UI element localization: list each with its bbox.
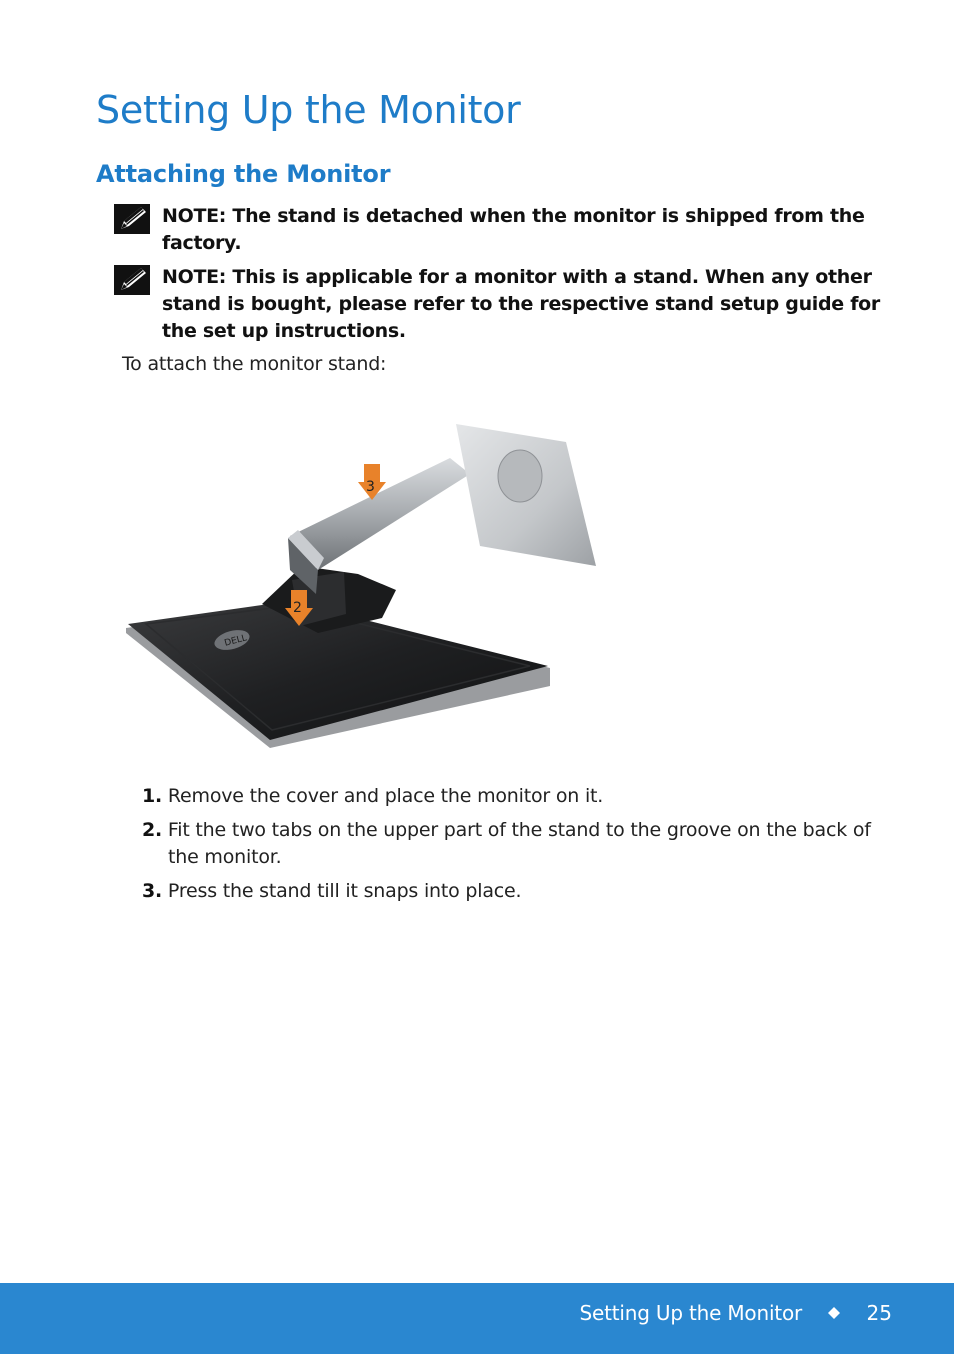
note-1 xyxy=(114,203,894,257)
step-text: Remove the cover and place the monitor on it. xyxy=(167,785,604,807)
step-text: Press the stand till it snaps into place. xyxy=(167,880,522,902)
diamond-icon xyxy=(828,1307,840,1319)
steps-list xyxy=(142,783,882,912)
intro-text: To attach the monitor stand: xyxy=(122,353,387,375)
callout-label-2: 2 xyxy=(293,600,302,616)
callout-label-3: 3 xyxy=(366,479,375,495)
list-item xyxy=(142,817,882,871)
page-title: Setting Up the Monitor xyxy=(96,88,521,132)
section-title: Attaching the Monitor xyxy=(96,160,391,188)
step-number: 1. xyxy=(142,785,163,807)
step-text: Fit the two tabs on the upper part of the stand to the groove on the back of the monitor. xyxy=(167,819,871,868)
note-pencil-icon xyxy=(114,265,150,295)
page-footer xyxy=(0,1283,954,1354)
step-number: 3. xyxy=(142,880,163,902)
monitor-mount-plate xyxy=(456,424,596,566)
page-number: 25 xyxy=(866,1301,892,1325)
monitor-stand-illustration xyxy=(120,418,610,753)
step-number: 2. xyxy=(142,819,163,841)
svg-text:DELL: DELL xyxy=(223,633,248,649)
note-text: NOTE: The stand is detached when the monitor is shipped from the factory. xyxy=(162,205,865,254)
note-pencil-icon xyxy=(114,204,150,234)
list-item xyxy=(142,878,882,905)
note-2 xyxy=(114,264,894,345)
note-text: NOTE: This is applicable for a monitor with a stand. When any other stand is bought, please refer to the respective stand setup guide for the set up instructions. xyxy=(162,266,881,342)
list-item xyxy=(142,783,882,810)
footer-title: Setting Up the Monitor xyxy=(579,1301,802,1325)
